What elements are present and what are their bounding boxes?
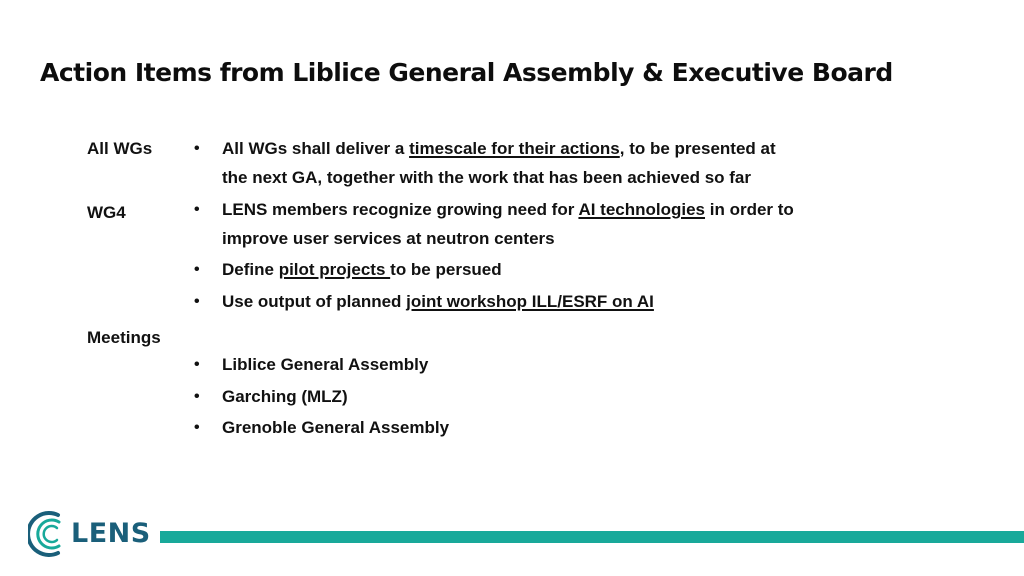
bullet-marker: • (194, 419, 200, 436)
list-item-wg4-pilot (222, 260, 502, 280)
item-text: All WGs shall deliver a (222, 139, 410, 158)
bullet-marker: • (194, 201, 200, 218)
list-item-wg4-workshop (222, 292, 654, 312)
item-text: LENS members recognize growing need for (222, 200, 579, 219)
list-item-continuation: the next GA, together with the work that has been achieved so far (222, 168, 751, 187)
bullet-marker: • (194, 293, 200, 310)
item-text: in order to (705, 200, 794, 219)
bullet-marker: • (194, 388, 200, 405)
logo-text: LENS (71, 518, 151, 549)
item-underlined-text: AI technologies (578, 200, 706, 219)
item-underlined-text: timescale for their actions (409, 139, 620, 158)
list-item-continuation: improve user services at neutron centers (222, 229, 555, 248)
item-text: to be persued (390, 260, 502, 279)
meeting-item: Grenoble General Assembly (222, 418, 450, 437)
list-item-wg4-ai (222, 200, 794, 220)
list-item-all-wgs (222, 139, 776, 159)
bullet-marker: • (194, 140, 200, 157)
label-meetings: Meetings (87, 328, 161, 347)
item-underlined-text: joint workshop ILL/ESRF on AI (406, 292, 654, 311)
footer-bar (160, 531, 1024, 543)
meeting-item: Liblice General Assembly (222, 355, 429, 374)
label-all-wgs: All WGs (87, 139, 153, 158)
label-wg4: WG4 (87, 203, 126, 222)
item-underlined-text: pilot projects (278, 260, 391, 279)
item-text: Use output of planned (222, 292, 407, 311)
slide-title: Action Items from Liblice General Assembly & Executive Board (40, 58, 893, 87)
item-text: , to be presented at (619, 139, 776, 158)
item-text: Define (222, 260, 279, 279)
bullet-marker: • (194, 356, 200, 373)
bullet-marker: • (194, 261, 200, 278)
meeting-item: Garching (MLZ) (222, 387, 348, 406)
